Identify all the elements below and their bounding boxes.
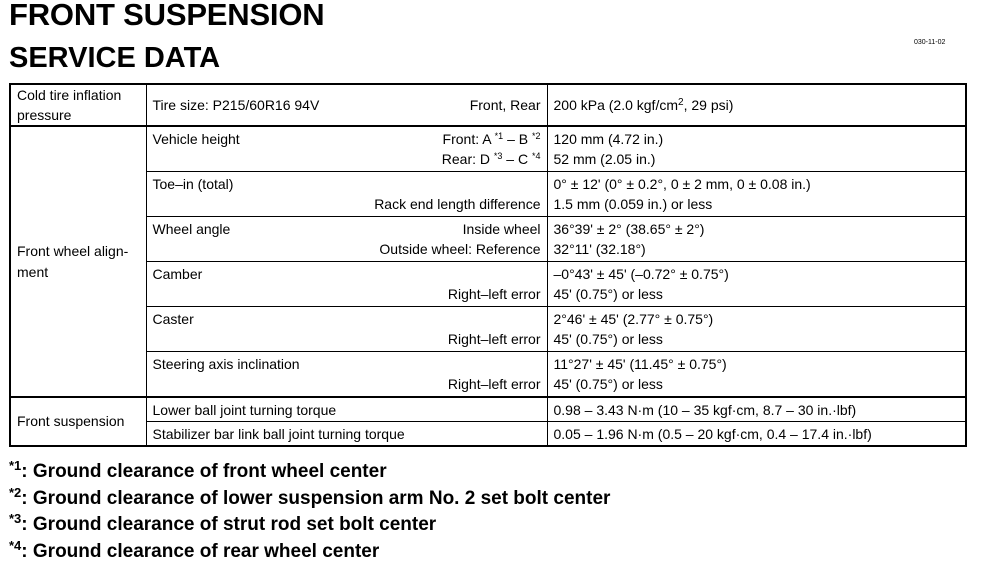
- footnotes: [9, 459, 610, 565]
- wheel-angle-label: Wheel angle: [152, 221, 231, 237]
- reference-code: 030-11-02: [914, 39, 946, 46]
- table-row-wheel-angle: [10, 217, 966, 262]
- toe-in-sub-label: Rack end length difference: [374, 196, 541, 212]
- vehicle-height-rear-value: 52 mm (2.05 in.): [553, 151, 656, 167]
- caster-sub-value: 45' (0.75°) or less: [553, 331, 663, 347]
- stabilizer-label: Stabilizer bar link ball joint turning torque: [146, 422, 547, 447]
- steering-axis-label: Steering axis inclination: [152, 356, 300, 372]
- tire-pressure-label: Cold tire inflation pressure: [10, 84, 146, 126]
- lower-ball-joint-value: 0.98 – 3.43 N·m (10 – 35 kgf·cm, 8.7 – 30 in.·lbf): [547, 397, 966, 422]
- wheel-angle-outside-value: 32°11' (32.18°): [553, 241, 646, 257]
- service-data-table: [9, 83, 967, 447]
- table-row-stabilizer: [10, 422, 966, 447]
- camber-value: –0°43' ± 45' (–0.72° ± 0.75°): [553, 266, 729, 282]
- footnote-3: $^{*3}$: Ground clearance of strut rod set bolt center: [9, 511, 437, 535]
- tire-pressure-value: 200 kPa (2.0 kgf/$cm^2$, 29 psi): [547, 84, 966, 126]
- camber-sub-label: Right–left error: [447, 286, 541, 302]
- tire-position: Front, Rear: [469, 97, 541, 113]
- page-title: FRONT SUSPENSION: [9, 0, 325, 32]
- camber-sub-value: 45' (0.75°) or less: [553, 286, 663, 302]
- footnote-2: $^{*2}$: Ground clearance of lower suspension arm No. 2 set bolt center: [9, 484, 611, 509]
- suspension-label: Front suspension: [10, 397, 146, 446]
- lower-ball-joint-label: Lower ball joint turning torque: [146, 397, 547, 422]
- caster-label: Caster: [152, 311, 194, 327]
- footnote-1: $^{*1}$: Ground clearance of front wheel center: [9, 458, 387, 482]
- camber-label: Camber: [152, 266, 203, 282]
- vehicle-height-front-value: 120 mm (4.72 in.): [553, 131, 664, 147]
- table-row-tire-pressure: [10, 84, 966, 126]
- steering-axis-value: 11°27' ± 45' (11.45° ± 0.75°): [553, 356, 727, 372]
- footnote-4: $^{*4}$: Ground clearance of rear wheel center: [9, 537, 380, 562]
- stabilizer-value: 0.05 – 1.96 N·m (0.5 – 20 kgf·cm, 0.4 – 17.4 in.·lbf): [547, 422, 966, 447]
- steering-axis-sub-value: 45' (0.75°) or less: [553, 376, 663, 392]
- tire-size: Tire size: P215/60R16 94V: [152, 97, 320, 113]
- toe-in-value: 0° ± 12' (0° ± 0.2°, 0 ± 2 mm, 0 ± 0.08 in.): [553, 176, 811, 192]
- vehicle-height-front: Front: A $^{*1}$ – B $^{*2}$: [442, 131, 541, 147]
- wheel-angle-inside-value: 36°39' ± 2° (38.65° ± 2°): [553, 221, 705, 237]
- table-row-camber: [10, 262, 966, 307]
- alignment-label: Front wheel align- ment: [10, 126, 146, 397]
- toe-in-label: Toe–in (total): [152, 176, 234, 192]
- table-row-caster: [10, 307, 966, 352]
- caster-sub-label: Right–left error: [447, 331, 541, 347]
- table-row-lower-ball-joint: [10, 397, 966, 422]
- caster-value: 2°46' ± 45' (2.77° ± 0.75°): [553, 311, 714, 327]
- table-row-toe-in: [10, 172, 966, 217]
- toe-in-sub-value: 1.5 mm (0.059 in.) or less: [553, 196, 713, 212]
- wheel-angle-outside: Outside wheel: Reference: [379, 241, 541, 257]
- table-row-steering-axis: [10, 352, 966, 398]
- section-title: SERVICE DATA: [9, 42, 221, 74]
- wheel-angle-inside: Inside wheel: [462, 221, 541, 237]
- vehicle-height-label: Vehicle height: [152, 131, 240, 147]
- table-row-vehicle-height: [10, 126, 966, 172]
- steering-axis-sub-label: Right–left error: [447, 376, 541, 392]
- vehicle-height-rear: Rear: D $^{*3}$ – C $^{*4}$: [441, 151, 541, 167]
